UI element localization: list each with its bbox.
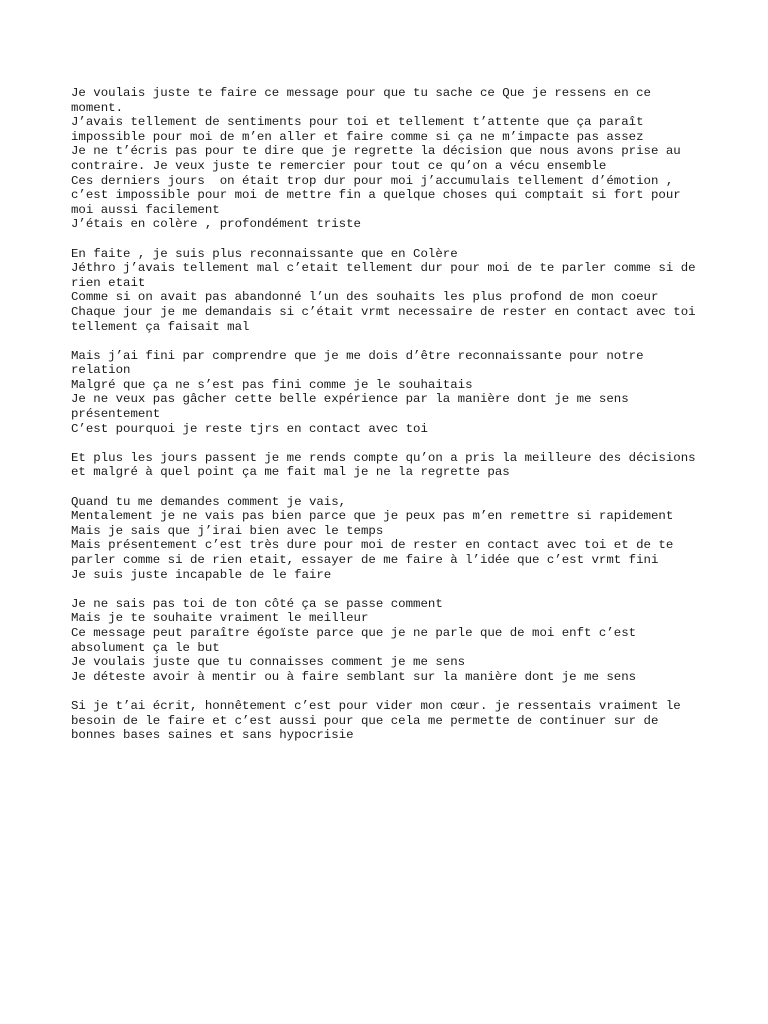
paragraph-2 xyxy=(71,246,704,335)
text-line: Mais je te souhaite vraiment le meilleur xyxy=(71,611,369,626)
text-line: Mentalement je ne vais pas bien parce que je peux pas m’en remettre si rapidement xyxy=(71,509,674,524)
text-line: Si je t’ai écrit, honnêtement c’est pour vider mon cœur. je ressentais vraiment le besoin de le faire et c’est aussi pour que cela me permette de continuer sur de bonnes bases saines et sans hypocrisie xyxy=(71,698,689,743)
text-line: J’étais en colère , profondément triste xyxy=(71,217,361,232)
text-line: J’avais tellement de sentiments pour toi et tellement t’attente que ça paraît impossible pour moi de m’en aller et faire comme si ça ne m’impacte pas assez xyxy=(71,115,651,144)
text-line: Jéthro j’avais tellement mal c’etait tellement dur pour moi de te parler comme si de rien etait xyxy=(71,261,704,290)
paragraph-6 xyxy=(71,597,701,685)
paragraph-1 xyxy=(71,86,701,232)
paragraph-5 xyxy=(71,495,701,583)
text-line: C’est pourquoi je reste tjrs en contact avec toi xyxy=(71,421,428,436)
paragraph-7 xyxy=(71,699,701,743)
text-line: Je voulais juste te faire ce message pour que tu sache ce Que je ressens en ce moment. xyxy=(71,86,659,115)
text-line: Malgré que ça ne s’est pas fini comme je le souhaitais xyxy=(71,377,473,392)
text-line: Chaque jour je me demandais si c’était vrmt necessaire de rester en contact avec toi tellement ça faisait mal xyxy=(71,304,704,334)
text-line: En faite , je suis plus reconnaissante que en Colère xyxy=(71,246,458,261)
text-line: Je ne veux pas gâcher cette belle expérience par la manière dont je me sens présentement xyxy=(71,392,637,422)
document-page xyxy=(71,86,704,743)
text-line: Je suis juste incapable de le faire xyxy=(71,567,332,582)
text-line: Comme si on avait pas abandonné l’un des souhaits les plus profond de mon coeur xyxy=(71,290,659,305)
text-line: Mais j’ai fini par comprendre que je me dois d’être reconnaissante pour notre relation xyxy=(71,348,651,378)
text-line: Mais je sais que j’irai bien avec le temps xyxy=(71,523,384,538)
text-line: Quand tu me demandes comment je vais, xyxy=(71,494,347,509)
text-line: Et plus les jours passent je me rends compte qu’on a pris la meilleure des décisions et malgré à quel point ça me fait mal je ne la regrette pas xyxy=(71,450,704,480)
paragraph-3 xyxy=(71,349,701,437)
text-line: Ce message peut paraître égoïste parce que je ne parle que de moi enft c’est absolument ça le but xyxy=(71,625,644,655)
text-line: Je déteste avoir à mentir ou à faire semblant sur la manière dont je me sens xyxy=(71,669,637,684)
text-line: Je ne sais pas toi de ton côté ça se passe comment xyxy=(71,596,443,611)
text-line: Je voulais juste que tu connaisses comment je me sens xyxy=(71,655,466,670)
text-line: Je ne t’écris pas pour te dire que je regrette la décision que nous avons prise au contraire. Je veux juste te remercier pour tout ce qu’on a vécu ensemble xyxy=(71,144,689,173)
text-line: Ces derniers jours on était trop dur pour moi j’accumulais tellement d’émotion , c’est impossible pour moi de mettre fin a quelque choses qui comptait si fort pour moi aussi facilement xyxy=(71,173,689,217)
text-line: Mais présentement c’est très dure pour moi de rester en contact avec toi et de te parler comme si de rien etait, essayer de me faire à l’idée que c’est vrmt fini xyxy=(71,538,681,567)
paragraph-4 xyxy=(71,450,704,480)
